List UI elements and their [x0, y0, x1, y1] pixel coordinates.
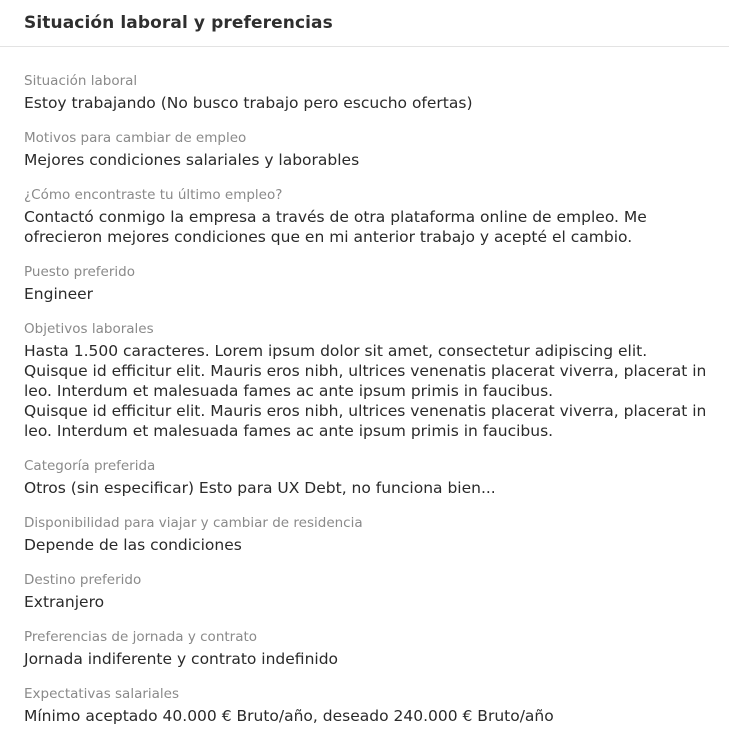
field-label: Preferencias de jornada y contrato	[24, 629, 258, 645]
field-preferred-destination	[24, 571, 714, 612]
field-schedule-contract	[24, 628, 714, 669]
field-value: Otros (sin especificar) Esto para UX Debt, no funciona bien...	[24, 479, 496, 497]
field-value: Engineer	[24, 285, 94, 303]
field-label: Categoría preferida	[24, 458, 156, 474]
field-salary-expectations	[24, 685, 714, 726]
field-value: Extranjero	[24, 593, 105, 611]
field-label: Disponibilidad para viajar y cambiar de residencia	[24, 515, 363, 531]
card-title: Situación laboral y preferencias	[24, 13, 333, 33]
field-value: Jornada indiferente y contrato indefinido	[24, 650, 339, 668]
field-value: Hasta 1.500 caracteres. Lorem ipsum dolor sit amet, consectetur adipiscing elit. Quisque id efficitur elit. Mauris eros nibh, ultrices venenatis placerat viverra, placerat in leo. Interdum et malesuada fames ac ante ipsum primis in faucibus. Quisque id efficitur elit. Mauris eros nibh, ultrices venenatis placerat viverra, placerat in leo. Interdum et malesuada fames ac ante ipsum primis in faucibus.	[24, 342, 707, 440]
field-career-goals	[24, 320, 714, 441]
field-label: Destino preferido	[24, 572, 142, 588]
fields-list	[0, 47, 714, 726]
field-travel-relocation	[24, 514, 714, 555]
field-preferred-position	[24, 263, 714, 304]
field-label: Objetivos laborales	[24, 321, 154, 337]
field-label: Expectativas salariales	[24, 686, 180, 702]
field-value: Mínimo aceptado 40.000 € Bruto/año, deseado 240.000 € Bruto/año	[24, 707, 554, 725]
field-label: ¿Cómo encontraste tu último empleo?	[24, 187, 283, 203]
field-label: Situación laboral	[24, 73, 138, 89]
field-value: Estoy trabajando (No busco trabajo pero escucho ofertas)	[24, 94, 473, 112]
field-employment-status	[24, 72, 714, 113]
field-value: Contactó conmigo la empresa a través de otra plataforma online de empleo. Me ofrecieron mejores condiciones que en mi anterior trabajo y acepté el cambio.	[24, 208, 647, 246]
field-value: Depende de las condiciones	[24, 536, 242, 554]
field-label: Motivos para cambiar de empleo	[24, 130, 247, 146]
field-preferred-category	[24, 457, 714, 498]
field-value: Mejores condiciones salariales y laborables	[24, 151, 360, 169]
field-label: Puesto preferido	[24, 264, 135, 280]
field-how-found-last-job	[24, 186, 714, 247]
card-header	[0, 0, 729, 47]
field-reasons-to-change	[24, 129, 714, 170]
